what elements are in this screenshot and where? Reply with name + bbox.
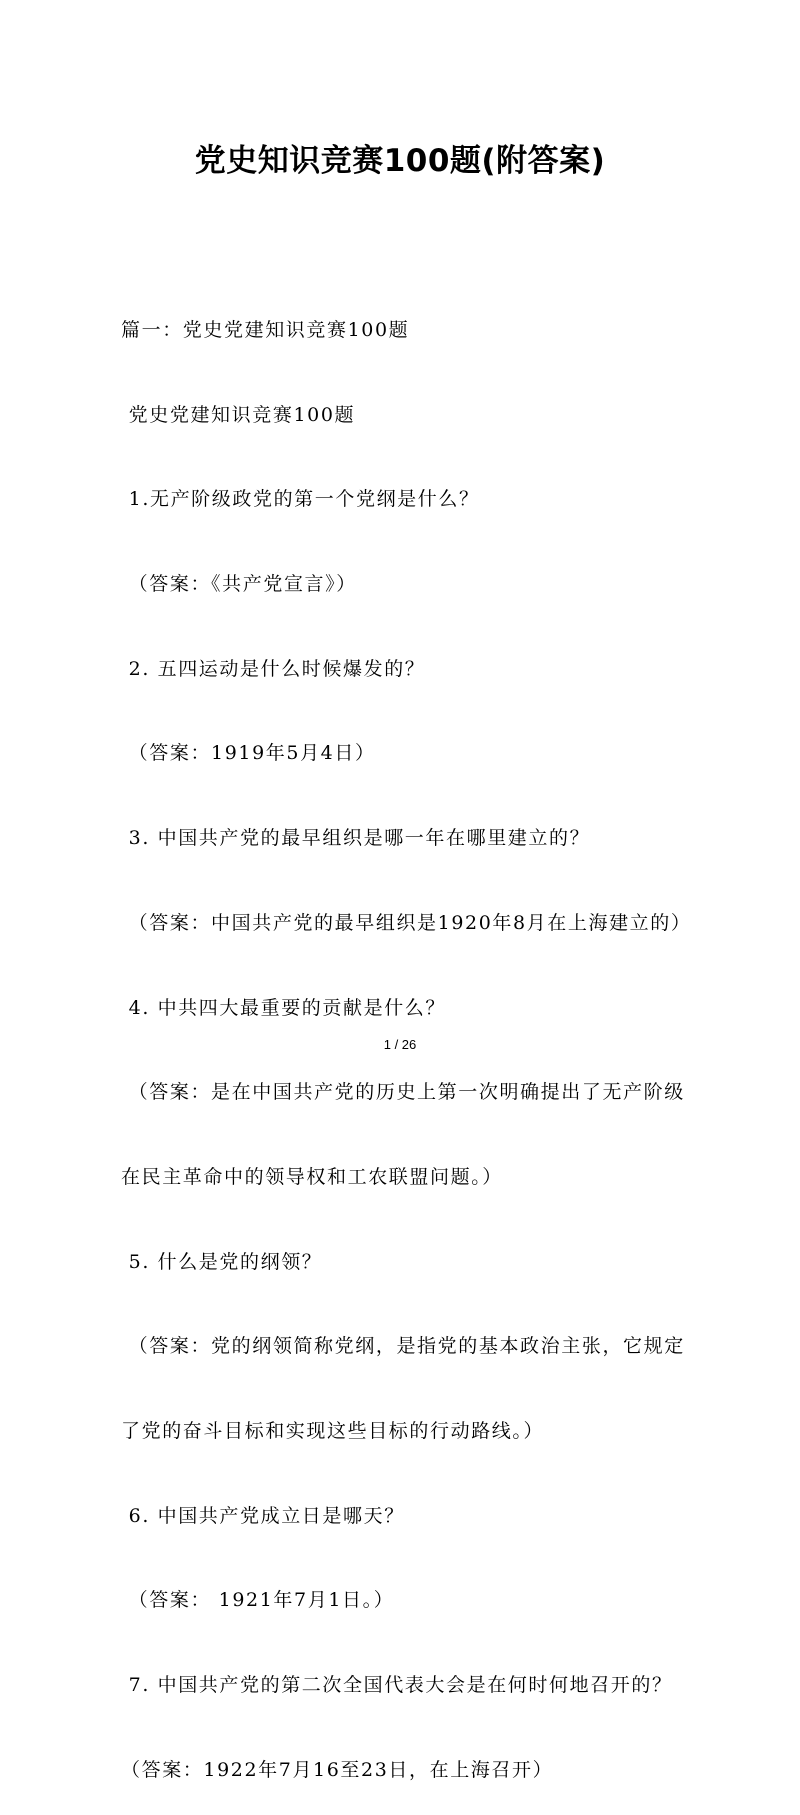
text-line: 7. 中国共产党的第二次全国代表大会是在何时何地召开的？ (121, 1674, 673, 1696)
text-line: 3. 中国共产党的最早组织是哪一年在哪里建立的？ (121, 827, 591, 850)
text-line: （答案： 1921年7月1日。） (121, 1589, 395, 1612)
text-line: 在民主革命中的领导权和工农联盟问题。） (121, 1165, 503, 1188)
text-line: 1.无产阶级政党的第一个党纲是什么？ (121, 488, 480, 511)
text-line: 6. 中国共产党成立日是哪天？ (121, 1504, 405, 1527)
text-line: （答案：《共产党宣言》） (121, 573, 357, 596)
page-number: 1 / 26 (383, 1037, 417, 1052)
document-title: 党史知识竞赛100题(附答案) (194, 143, 606, 179)
text-line: 篇一：党史党建知识竞赛100题 (121, 319, 410, 341)
text-line: 5. 什么是党的纲领？ (121, 1250, 323, 1273)
text-line: 了党的奋斗目标和实现这些目标的行动路线。） (121, 1419, 545, 1442)
text-line: 党史党建知识竞赛100题 (121, 403, 356, 426)
text-line: （答案：1922年7月16至23日，在上海召开） (121, 1758, 554, 1781)
text-line: 4. 中共四大最重要的贡献是什么？ (121, 996, 447, 1019)
text-line: （答案：中国共产党的最早组织是1920年8月在上海建立的） (121, 911, 692, 934)
text-line: （答案：党的纲领简称党纲，是指党的基本政治主张，它规定 (121, 1335, 685, 1358)
text-line: 2. 五四运动是什么时候爆发的？ (121, 657, 426, 680)
text-line: （答案：是在中国共产党的历史上第一次明确提出了无产阶级 (121, 1081, 685, 1104)
text-line: （答案：1919年5月4日） (121, 742, 376, 765)
